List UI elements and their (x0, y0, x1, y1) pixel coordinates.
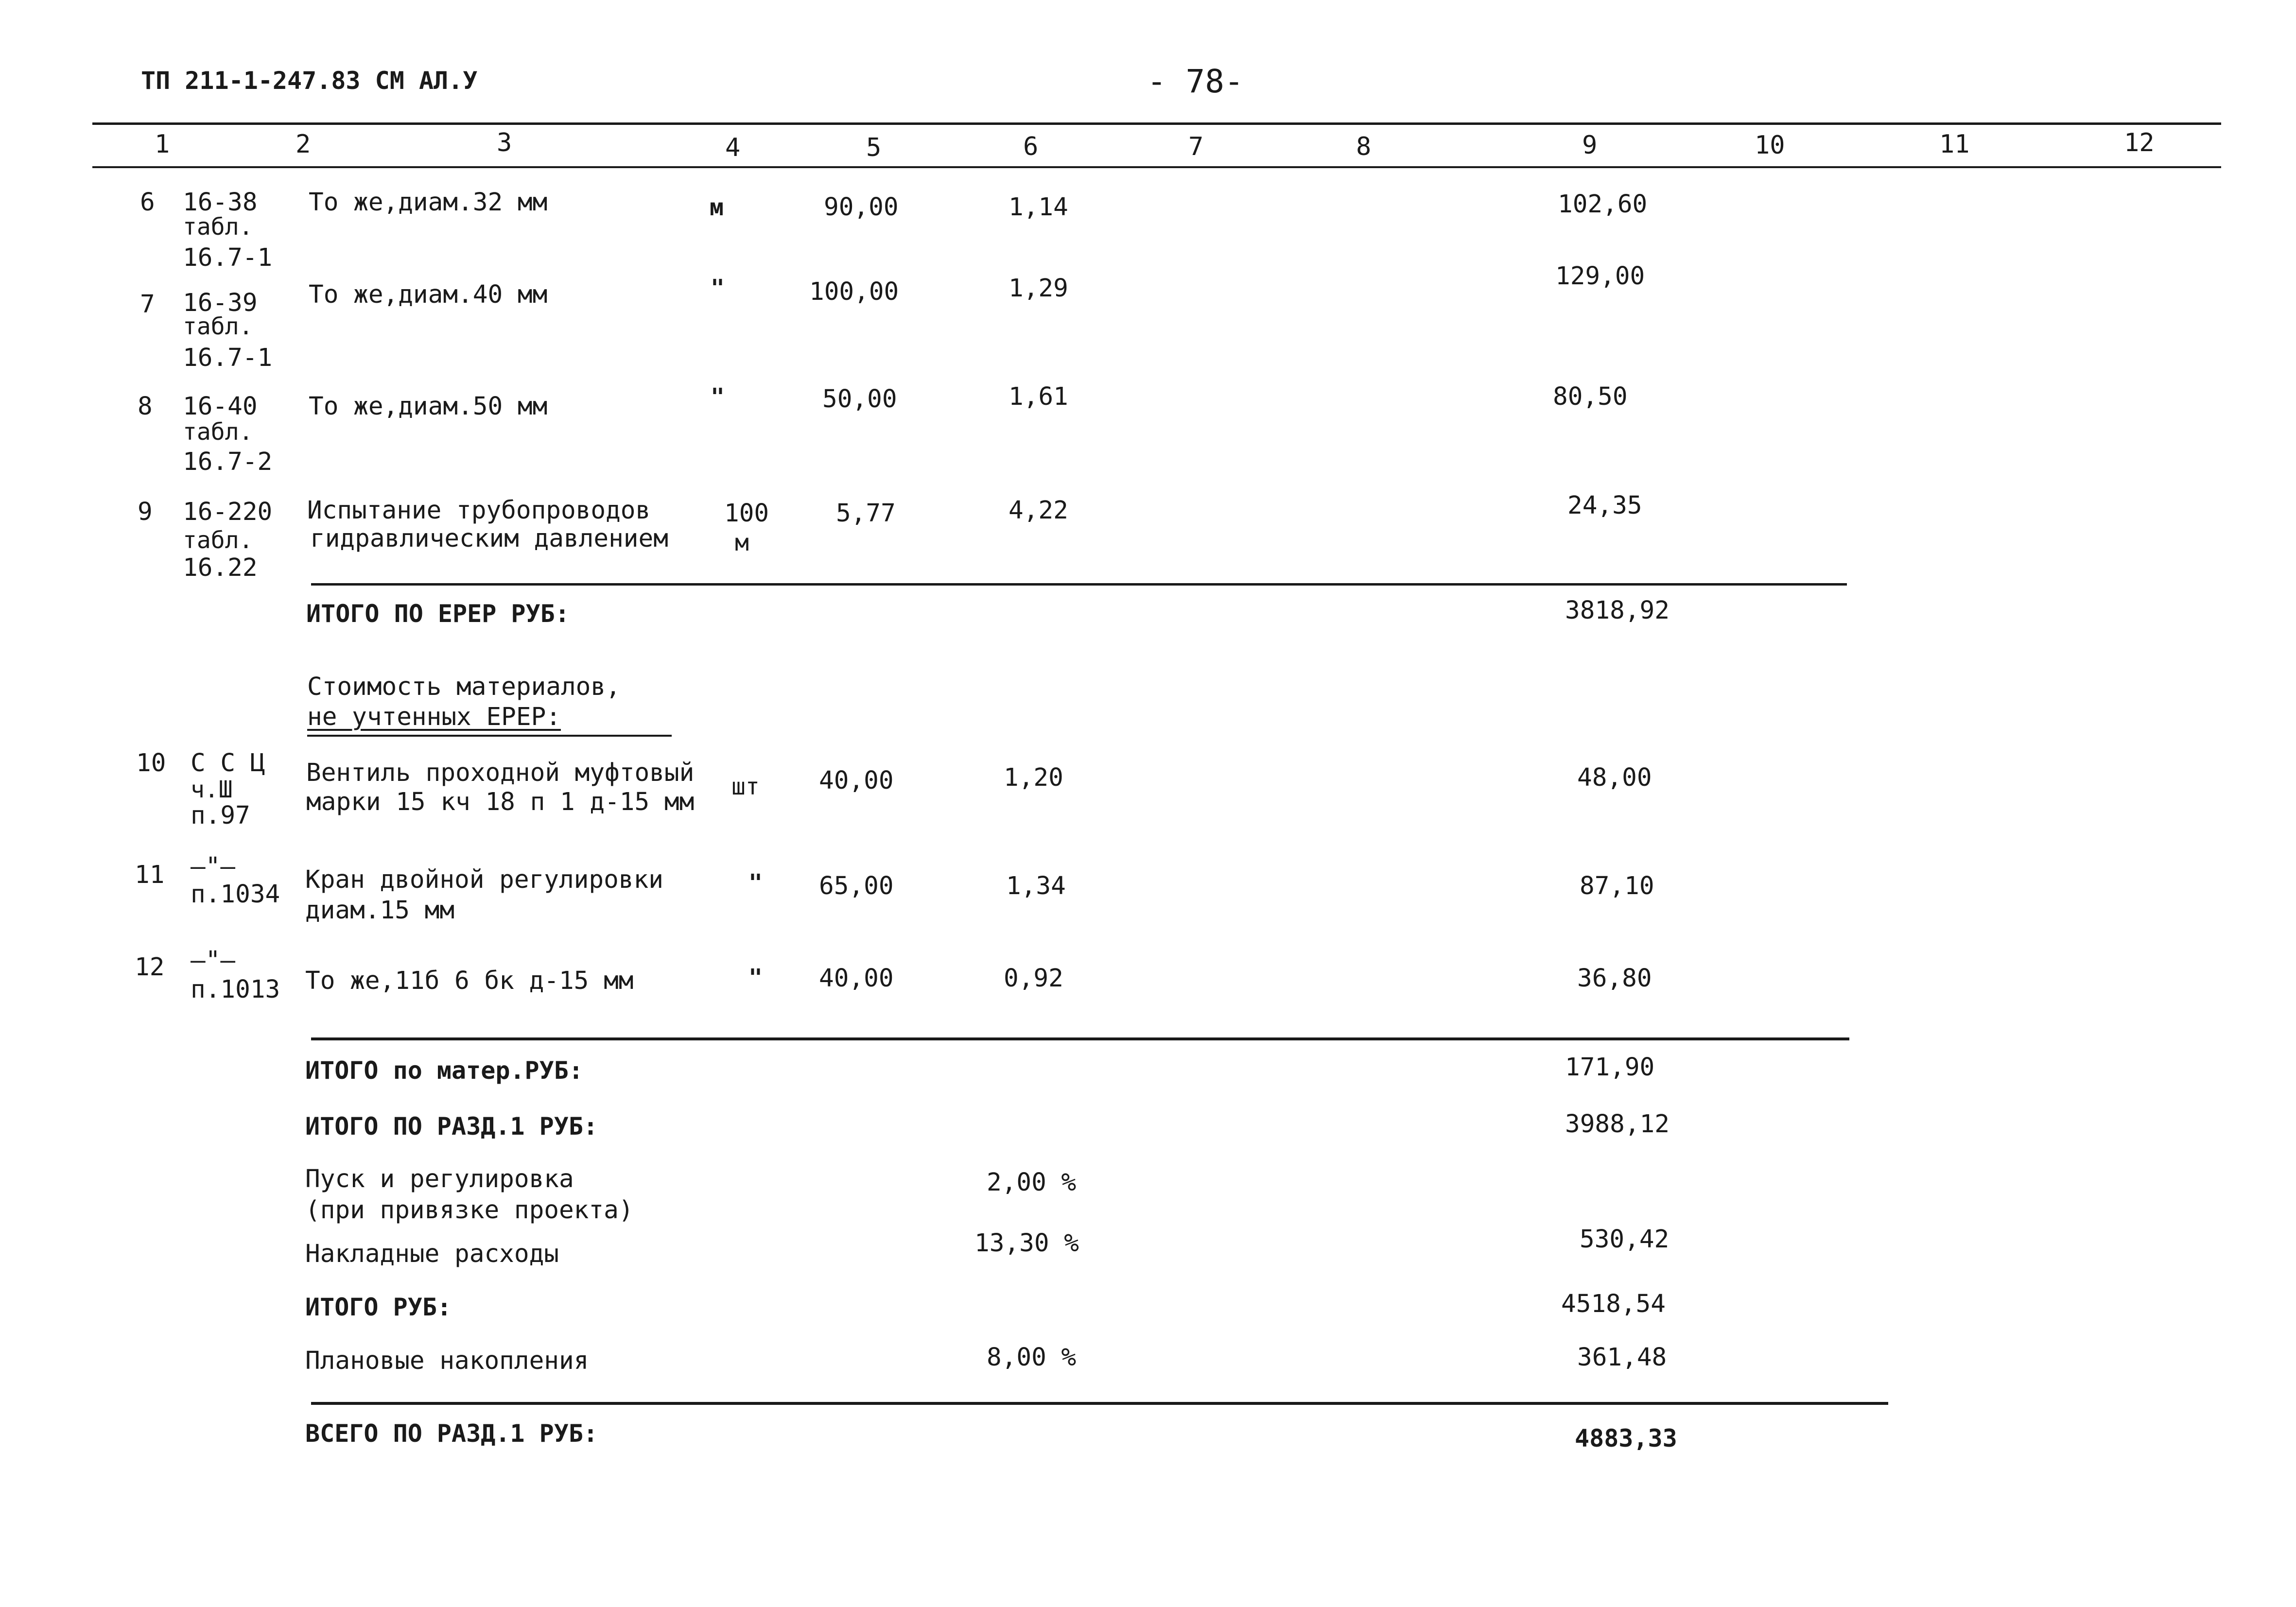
row-qty: 5,77 (836, 499, 896, 528)
column-number: 6 (1023, 132, 1039, 161)
row-name: Испытание трубопроводов (307, 496, 651, 525)
column-number: 1 (155, 130, 170, 159)
row-unit: " (748, 869, 763, 897)
row-code: ч.Ш (191, 776, 233, 803)
row-unit: м (735, 529, 749, 556)
row-number: 10 (136, 749, 166, 778)
row-total: 24,35 (1567, 491, 1642, 520)
row-name: марки 15 кч 18 п 1 д-15 мм (306, 788, 695, 816)
row-name: гидравлическим давлением (310, 524, 668, 553)
row-price: 1,61 (1009, 382, 1068, 411)
row-qty: 40,00 (819, 964, 894, 993)
row-total: 36,80 (1577, 964, 1652, 993)
row-total: 80,50 (1553, 382, 1628, 411)
row-code: 16-39 (183, 289, 258, 317)
row-number: 12 (135, 953, 165, 982)
header-rule-top (92, 122, 2221, 125)
row-name: диам.15 мм (305, 896, 455, 925)
row-code: 16.22 (183, 553, 258, 582)
column-number: 10 (1755, 131, 1785, 160)
row-code: 16.7-1 (183, 344, 273, 372)
row-total: 87,10 (1580, 872, 1654, 900)
materials-total-label: ИТОГО по матер.РУБ: (305, 1056, 583, 1085)
row-code: 16-38 (183, 188, 258, 217)
row-name: То же,диам.40 мм (309, 280, 548, 309)
row-name: То же,диам.50 мм (309, 392, 548, 421)
row-qty: 50,00 (822, 385, 897, 414)
document-code: ТП 211-1-247.83 СМ АЛ.У (141, 67, 478, 95)
row-code: —"— (191, 946, 236, 975)
row-total: 129,00 (1555, 262, 1645, 291)
row-unit: м (710, 194, 724, 221)
grand-total-value: 4883,33 (1575, 1424, 1677, 1452)
page-number: - 78- (1147, 63, 1244, 100)
section-heading: Стоимость материалов, (307, 673, 621, 701)
row-name: Вентиль проходной муфтовый (306, 759, 695, 787)
row-code: п.97 (191, 801, 250, 830)
row-code: п.1013 (191, 975, 280, 1004)
row-price: 1,34 (1006, 872, 1066, 900)
column-number: 2 (296, 130, 311, 159)
row-name: Кран двойной регулировки (305, 865, 663, 894)
overhead-label: Накладные расходы (305, 1240, 559, 1268)
row-code: С С Ц (191, 749, 265, 778)
column-number: 11 (1939, 130, 1970, 159)
grand-total-label: ВСЕГО ПО РАЗД.1 РУБ: (305, 1419, 598, 1448)
materials-total-value: 171,90 (1565, 1053, 1655, 1082)
planned-accumulation-label: Плановые накопления (305, 1347, 589, 1375)
column-number: 7 (1188, 132, 1204, 161)
row-number: 9 (138, 498, 153, 526)
materials-rule (311, 1037, 1849, 1040)
row-total: 102,60 (1558, 190, 1648, 219)
overhead-percent: 13,30 % (974, 1229, 1079, 1258)
row-code: табл. (183, 527, 253, 554)
row-price: 4,22 (1009, 496, 1068, 525)
column-number: 4 (725, 133, 741, 162)
row-price: 1,29 (1009, 274, 1068, 303)
overhead-value: 530,42 (1580, 1225, 1670, 1254)
grand-total-rule (311, 1402, 1888, 1405)
column-number: 3 (497, 128, 512, 157)
row-unit: 100 (724, 499, 769, 528)
section-heading: не учтенных ЕРЕР: (307, 703, 561, 731)
row-price: 1,14 (1009, 193, 1068, 222)
column-number: 9 (1582, 131, 1598, 160)
itogo-value: 4518,54 (1561, 1290, 1666, 1318)
row-total: 48,00 (1577, 763, 1652, 792)
startup-label: Пуск и регулировка (305, 1165, 574, 1193)
row-code: 16-220 (183, 498, 273, 526)
column-number: 5 (866, 133, 882, 162)
row-code: табл. (183, 418, 253, 446)
row-price: 0,92 (1004, 964, 1063, 993)
row-name: То же,диам.32 мм (309, 188, 548, 217)
row-number: 11 (135, 861, 165, 889)
row-code: табл. (183, 213, 253, 241)
row-qty: 40,00 (819, 766, 894, 795)
erer-total-label: ИТОГО ПО ЕРЕР РУБ: (306, 600, 570, 628)
startup-percent: 2,00 % (987, 1168, 1077, 1197)
row-number: 8 (138, 392, 153, 421)
row-price: 1,20 (1004, 763, 1063, 792)
section-total-label: ИТОГО ПО РАЗД.1 РУБ: (305, 1112, 598, 1140)
itogo-label: ИТОГО РУБ: (305, 1293, 452, 1321)
row-unit: " (711, 383, 725, 411)
subtotal-rule (311, 583, 1847, 586)
row-number: 7 (140, 290, 155, 319)
section-heading-rule (307, 735, 672, 737)
row-code: п.1034 (191, 880, 280, 909)
row-qty: 90,00 (824, 193, 899, 222)
row-code: 16.7-1 (183, 243, 273, 272)
row-unit: " (711, 275, 725, 302)
column-number: 8 (1356, 132, 1372, 161)
row-unit: шт (731, 773, 760, 800)
section-total-value: 3988,12 (1565, 1110, 1670, 1139)
startup-label: (при привязке проекта) (305, 1196, 634, 1225)
erer-total-value: 3818,92 (1565, 596, 1670, 625)
row-code: 16-40 (183, 392, 258, 421)
row-code: 16.7-2 (183, 448, 273, 476)
row-qty: 65,00 (819, 872, 894, 900)
row-code: табл. (183, 313, 253, 340)
row-name: То же,11б 6 бк д-15 мм (305, 967, 634, 995)
row-qty: 100,00 (809, 277, 899, 306)
planned-accumulation-percent: 8,00 % (987, 1343, 1077, 1372)
row-code: —"— (191, 852, 236, 881)
row-number: 6 (140, 188, 155, 217)
header-rule-bottom (92, 166, 2221, 168)
planned-accumulation-value: 361,48 (1577, 1343, 1667, 1372)
row-unit: " (748, 964, 763, 991)
column-number: 12 (2124, 128, 2155, 157)
